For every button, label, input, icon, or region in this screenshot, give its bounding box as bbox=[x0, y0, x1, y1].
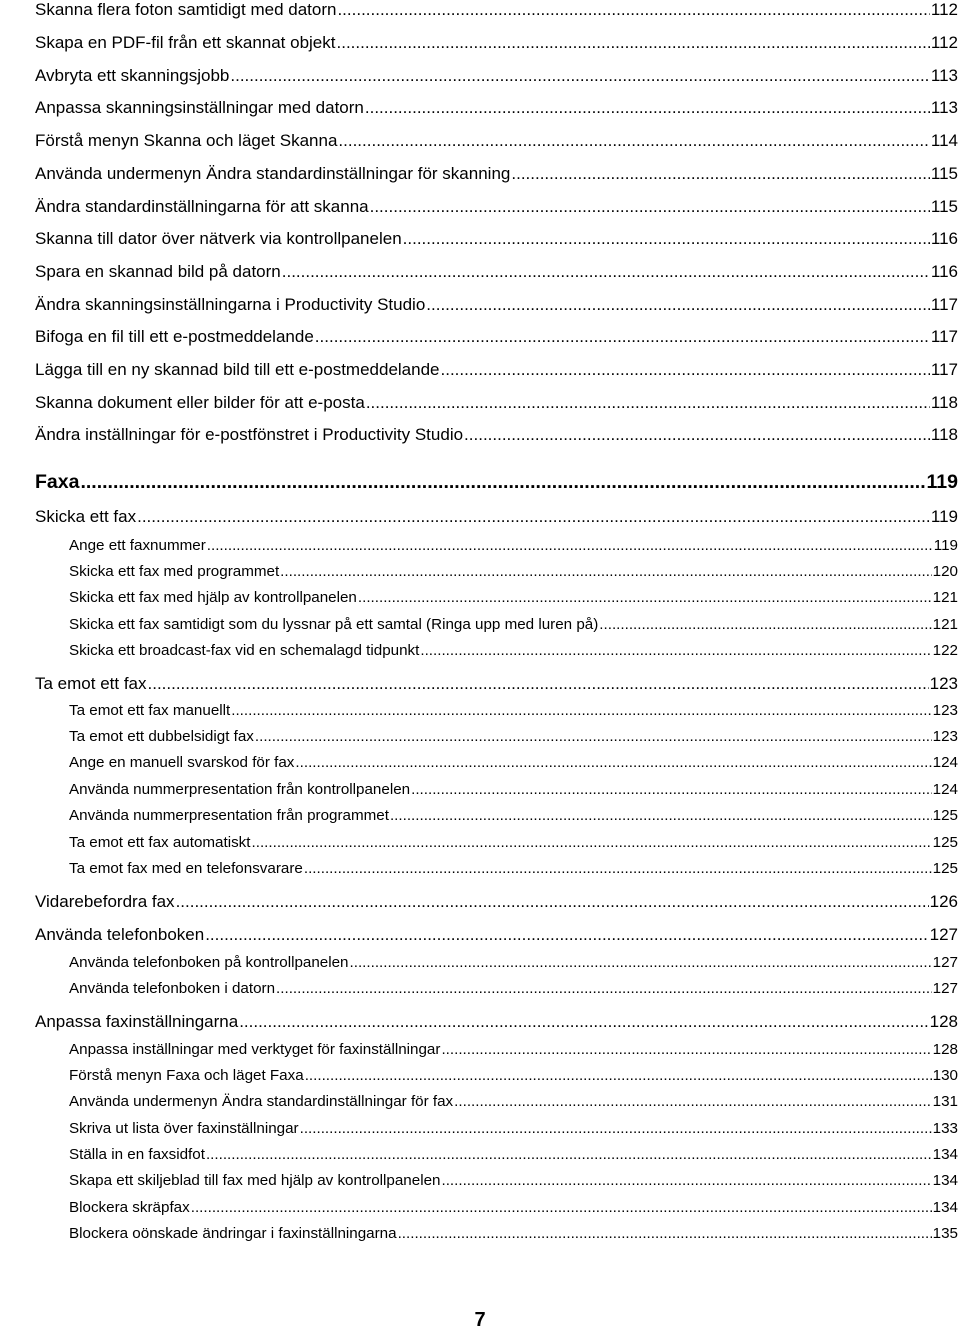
toc-entry-page: 112 bbox=[930, 0, 958, 19]
toc-dot-leader bbox=[280, 563, 931, 580]
toc-entry-page: 123 bbox=[929, 674, 958, 693]
toc-section[interactable] bbox=[35, 925, 958, 945]
toc-subsection[interactable] bbox=[69, 702, 958, 719]
toc-entry-title: Förstå menyn Faxa och läget Faxa bbox=[69, 1067, 304, 1084]
toc-subsection[interactable] bbox=[69, 781, 958, 798]
toc-entry-page: 117 bbox=[930, 327, 958, 346]
toc-entry-page: 121 bbox=[932, 589, 958, 606]
toc-dot-leader bbox=[252, 834, 932, 851]
toc-dot-leader bbox=[315, 327, 930, 347]
toc-entry-page: 123 bbox=[932, 702, 958, 719]
toc-dot-leader bbox=[231, 702, 931, 719]
toc-dot-leader bbox=[176, 892, 929, 912]
toc-subsection[interactable] bbox=[69, 1199, 958, 1216]
toc-section[interactable] bbox=[35, 1012, 958, 1032]
toc-subsection[interactable] bbox=[69, 1146, 958, 1163]
toc-dot-leader bbox=[441, 1172, 931, 1189]
toc-entry-page: 116 bbox=[930, 229, 958, 248]
toc-entry-page: 123 bbox=[932, 728, 958, 745]
toc-entry-title: Skicka ett fax samtidigt som du lyssnar på ett samtal (Ringa upp med luren på) bbox=[69, 616, 599, 633]
page-number: 7 bbox=[474, 1309, 486, 1331]
toc-dot-leader bbox=[441, 360, 930, 380]
toc-dot-leader bbox=[80, 471, 925, 494]
toc-entry-page: 116 bbox=[930, 262, 958, 281]
toc-dot-leader bbox=[206, 1146, 932, 1163]
toc-entry-title: Ändra standardinställningarna för att skanna bbox=[35, 197, 369, 216]
toc-entry-title: Bifoga en fil till ett e-postmeddelande bbox=[35, 327, 314, 346]
toc-section[interactable] bbox=[35, 327, 958, 347]
toc-entry-page: 119 bbox=[933, 537, 958, 554]
toc-dot-leader bbox=[148, 674, 929, 694]
toc-entry-page: 127 bbox=[932, 954, 958, 971]
toc-dot-leader bbox=[255, 728, 932, 745]
toc-entry-title: Förstå menyn Skanna och läget Skanna bbox=[35, 131, 338, 150]
toc-entry-title: Spara en skannad bild på datorn bbox=[35, 262, 281, 281]
toc-dot-leader bbox=[305, 1067, 932, 1084]
toc-entry-page: 112 bbox=[930, 33, 958, 52]
toc-entry-page: 127 bbox=[929, 925, 958, 944]
toc-dot-leader bbox=[411, 781, 932, 798]
toc-dot-leader bbox=[441, 1041, 931, 1058]
toc-section[interactable] bbox=[35, 0, 958, 20]
toc-entry-page: 115 bbox=[930, 164, 958, 183]
toc-dot-leader bbox=[454, 1093, 932, 1110]
toc-entry-title: Anpassa skanningsinställningar med datorn bbox=[35, 98, 364, 117]
toc-section[interactable] bbox=[35, 66, 958, 86]
toc-entry-title: Ändra skanningsinställningarna i Productivity Studio bbox=[35, 295, 426, 314]
toc-section[interactable] bbox=[35, 131, 958, 151]
toc-dot-leader bbox=[426, 295, 930, 315]
toc-entry-title: Lägga till en ny skannad bild till ett e-postmeddelande bbox=[35, 360, 440, 379]
toc-dot-leader bbox=[511, 164, 930, 184]
toc-dot-leader bbox=[337, 0, 929, 20]
toc-entry-page: 119 bbox=[930, 507, 958, 526]
toc-dot-leader bbox=[370, 197, 930, 217]
toc-entry-title: Anpassa inställningar med verktyget för faxinställningar bbox=[69, 1041, 441, 1058]
toc-entry-title: Skicka ett fax med programmet bbox=[69, 563, 280, 580]
toc-entry-page: 120 bbox=[932, 563, 958, 580]
toc-dot-leader bbox=[137, 507, 930, 527]
toc-dot-leader bbox=[230, 66, 930, 86]
toc-entry-title: Blockera skräpfax bbox=[69, 1199, 190, 1216]
toc-entry-title: Använda undermenyn Ändra standardinställningar för skanning bbox=[35, 164, 511, 183]
toc-subsection[interactable] bbox=[69, 1093, 958, 1110]
toc-subsection[interactable] bbox=[69, 860, 958, 877]
toc-dot-leader bbox=[338, 131, 929, 151]
toc-subsection[interactable] bbox=[69, 807, 958, 824]
toc-entry-title: Blockera oönskade ändringar i faxinställningarna bbox=[69, 1225, 397, 1242]
toc-entry-page: 124 bbox=[932, 754, 958, 771]
toc-entry-page: 117 bbox=[930, 360, 958, 379]
toc-dot-leader bbox=[304, 860, 932, 877]
toc-dot-leader bbox=[464, 425, 930, 445]
toc-chapter[interactable] bbox=[35, 471, 958, 494]
toc-subsection[interactable] bbox=[69, 1172, 958, 1189]
toc-dot-leader bbox=[276, 980, 932, 997]
toc-dot-leader bbox=[300, 1120, 932, 1137]
toc-entry-page: 125 bbox=[932, 860, 958, 877]
toc-dot-leader bbox=[599, 616, 931, 633]
toc-entry-page: 128 bbox=[932, 1041, 958, 1058]
toc-dot-leader bbox=[282, 262, 930, 282]
toc-entry-title: Anpassa faxinställningarna bbox=[35, 1012, 239, 1031]
toc-entry-page: 119 bbox=[926, 471, 958, 493]
toc-entry-title: Skanna dokument eller bilder för att e-posta bbox=[35, 393, 365, 412]
toc-entry-page: 117 bbox=[930, 295, 958, 314]
toc-entry-title: Ange en manuell svarskod för fax bbox=[69, 754, 295, 771]
toc-entry-title: Använda telefonboken bbox=[35, 925, 205, 944]
toc-entry-title: Använda telefonboken i datorn bbox=[69, 980, 276, 997]
toc-dot-leader bbox=[420, 642, 931, 659]
toc-entry-page: 134 bbox=[932, 1172, 958, 1189]
toc-entry-page: 131 bbox=[932, 1093, 958, 1110]
toc-subsection[interactable] bbox=[69, 1225, 958, 1242]
toc-entry-title: Ta emot ett fax bbox=[35, 674, 147, 693]
toc-dot-leader bbox=[191, 1199, 932, 1216]
toc-entry-title: Avbryta ett skanningsjobb bbox=[35, 66, 230, 85]
toc-entry-title: Skapa en PDF-fil från ett skannat objekt bbox=[35, 33, 336, 52]
toc-dot-leader bbox=[350, 954, 932, 971]
toc-dot-leader bbox=[403, 229, 930, 249]
toc-section[interactable] bbox=[35, 425, 958, 445]
toc-entry-title: Skanna till dator över nätverk via kontrollpanelen bbox=[35, 229, 402, 248]
toc-subsection[interactable] bbox=[69, 642, 958, 659]
toc-dot-leader bbox=[365, 98, 930, 118]
toc-entry-page: 118 bbox=[930, 425, 958, 444]
toc-entry-page: 113 bbox=[930, 98, 958, 117]
toc-entry-title: Använda telefonboken på kontrollpanelen bbox=[69, 954, 349, 971]
toc-subsection[interactable] bbox=[69, 1067, 958, 1084]
toc-dot-leader bbox=[358, 589, 932, 606]
toc-subsection[interactable] bbox=[69, 754, 958, 771]
toc-entry-page: 135 bbox=[932, 1225, 958, 1242]
toc-entry-page: 128 bbox=[929, 1012, 958, 1031]
toc-section[interactable] bbox=[35, 197, 958, 217]
toc-entry-title: Ta emot ett dubbelsidigt fax bbox=[69, 728, 254, 745]
toc-entry-page: 134 bbox=[932, 1199, 958, 1216]
toc-entry-title: Använda undermenyn Ändra standardinställningar för fax bbox=[69, 1093, 454, 1110]
toc-dot-leader bbox=[337, 33, 930, 53]
toc-entry-title: Skicka ett fax bbox=[35, 507, 137, 526]
toc-section[interactable] bbox=[35, 393, 958, 413]
toc-section[interactable] bbox=[35, 360, 958, 380]
toc-subsection[interactable] bbox=[69, 834, 958, 851]
toc-section[interactable] bbox=[35, 674, 958, 694]
toc-entry-page: 113 bbox=[930, 66, 958, 85]
toc-section[interactable] bbox=[35, 164, 958, 184]
toc-entry-page: 122 bbox=[932, 642, 958, 659]
toc-dot-leader bbox=[207, 537, 933, 554]
toc-subsection[interactable] bbox=[69, 954, 958, 971]
toc-entry-title: Ställa in en faxsidfot bbox=[69, 1146, 205, 1163]
toc-entry-page: 125 bbox=[932, 807, 958, 824]
toc-entry-title: Ange ett faxnummer bbox=[69, 537, 206, 554]
toc-entry-page: 126 bbox=[929, 892, 958, 911]
toc-entry-page: 130 bbox=[932, 1067, 958, 1084]
toc-subsection[interactable] bbox=[69, 980, 958, 997]
toc-dot-leader bbox=[205, 925, 928, 945]
toc-section[interactable] bbox=[35, 507, 958, 527]
toc-entry-page: 114 bbox=[930, 131, 958, 150]
toc-dot-leader bbox=[295, 754, 931, 771]
toc-section[interactable] bbox=[35, 892, 958, 912]
toc-entry-title: Ta emot ett fax automatiskt bbox=[69, 834, 251, 851]
toc-entry-title: Använda nummerpresentation från programmet bbox=[69, 807, 389, 824]
toc-dot-leader bbox=[239, 1012, 928, 1032]
toc-entry-title: Skicka ett fax med hjälp av kontrollpanelen bbox=[69, 589, 357, 606]
toc-dot-leader bbox=[390, 807, 932, 824]
toc-entry-title: Ta emot ett fax manuellt bbox=[69, 702, 231, 719]
toc-entry-page: 127 bbox=[932, 980, 958, 997]
toc-entry-title: Ändra inställningar för e-postfönstret i Productivity Studio bbox=[35, 425, 464, 444]
toc-entry-page: 133 bbox=[932, 1120, 958, 1137]
toc-entry-page: 134 bbox=[932, 1146, 958, 1163]
toc-entry-title: Skanna flera foton samtidigt med datorn bbox=[35, 0, 337, 19]
toc-entry-title: Faxa bbox=[35, 471, 80, 493]
toc-entry-title: Skapa ett skiljeblad till fax med hjälp av kontrollpanelen bbox=[69, 1172, 441, 1189]
toc-entry-page: 121 bbox=[932, 616, 958, 633]
toc-subsection[interactable] bbox=[69, 537, 958, 554]
toc-section[interactable] bbox=[35, 33, 958, 53]
toc-dot-leader bbox=[366, 393, 930, 413]
toc-entry-page: 118 bbox=[930, 393, 958, 412]
toc-section[interactable] bbox=[35, 229, 958, 249]
toc-entry-page: 125 bbox=[932, 834, 958, 851]
toc-entry-title: Använda nummerpresentation från kontrollpanelen bbox=[69, 781, 411, 798]
toc-entry-title: Vidarebefordra fax bbox=[35, 892, 175, 911]
toc-section[interactable] bbox=[35, 295, 958, 315]
toc-section[interactable] bbox=[35, 98, 958, 118]
toc-dot-leader bbox=[398, 1225, 932, 1242]
toc-subsection[interactable] bbox=[69, 563, 958, 580]
toc-entry-title: Skicka ett broadcast-fax vid en schemalagd tidpunkt bbox=[69, 642, 420, 659]
toc-entry-title: Ta emot fax med en telefonsvarare bbox=[69, 860, 303, 877]
toc-subsection[interactable] bbox=[69, 1041, 958, 1058]
toc-subsection[interactable] bbox=[69, 1120, 958, 1137]
toc-entry-page: 115 bbox=[930, 197, 958, 216]
toc-section[interactable] bbox=[35, 262, 958, 282]
toc-subsection[interactable] bbox=[69, 616, 958, 633]
toc-subsection[interactable] bbox=[69, 589, 958, 606]
toc-entry-title: Skriva ut lista över faxinställningar bbox=[69, 1120, 299, 1137]
toc-entry-page: 124 bbox=[932, 781, 958, 798]
toc-subsection[interactable] bbox=[69, 728, 958, 745]
